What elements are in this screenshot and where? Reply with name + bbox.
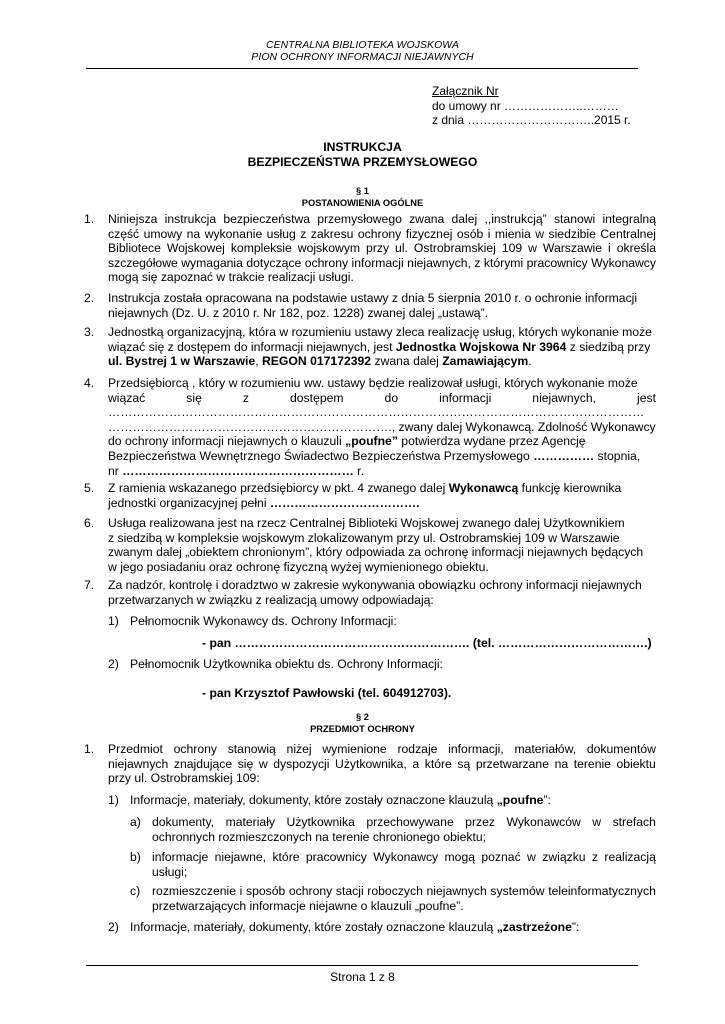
contracting-address: ul. Bystrej 1 w Warszawie [108,354,256,369]
contractor-plenipotentiary-line: - pan …………………………………………………. (tel. ……………………………….) [202,636,652,650]
text-line: przetwarzanych w związku z realizacją umowy odpowiadają: [108,592,434,607]
paragraph-number: 7. [84,578,95,592]
paragraph-number: 5. [84,481,95,495]
text-line: mogą się zapoznać w trakcie realizacji usługi. [108,270,354,285]
section-2-name: PRZEDMIOT OCHRONY [310,723,415,734]
text-line: Przedmiot ochrony stanowią niżej wymienione rodzaje informacji, materiałów, dokumentów [108,742,656,756]
header-divider [86,68,638,69]
text-line: Instrukcja została opracowana na podstawie ustawy z dnia 5 sierpnia 2010 r. o ochronie informacji [108,291,638,305]
document-title [0,140,725,169]
manager-name-blank: ………………………………. [269,495,420,510]
text-line: informacje niejawne, które pracownicy Wykonawcy mogą poznać w związku z realizacją [152,850,656,864]
contracting-unit: Jednostka Wojskowa Nr 3964 [395,339,567,354]
text-line: usługi; [152,864,188,879]
text-line: rozmieszczenie i sposób ochrony stacji roboczych niejawnych systemów teleinformatycznych [152,884,656,898]
text-line: ochronnych rozmieszczonych na terenie chronionego obiektu; [152,829,486,844]
regon-number: REGON 017172392 [262,354,372,369]
paragraph-number: 3. [84,325,95,339]
text-line: Przedsiębiorcą , który w rozumieniu ww. ustawy będzie realizował usługi, których wykonanie może [108,376,638,390]
clause-poufne: „poufne” [345,434,398,449]
contractor-term: Wykonawcą [448,481,519,495]
text-line: Informacje, materiały, dokumenty, które zostały oznaczone klauzulą „poufne”: [130,793,551,807]
section-2-heading [0,712,725,735]
text-line: Z ramienia wskazanego przedsiębiorcy w pkt. 4 zwanego dalej Wykonawcą funkcję kierownika [108,481,622,495]
text-line: część umowy na wykonanie usług z zakresu ochrony fizycznej osób i mienia w siedzibie Centralnej [108,226,656,241]
certificate-number-blank: ………………………………………………… [122,463,354,478]
annex-contract-number: do umowy nr ………………..……… [432,98,619,113]
document-page: CENTRALNA BIBLIOTEKA WOJSKOWA PION OCHRONY INFORMACJI NIEJAWNYCH Załącznik Nr do umowy nr ………………..……… z dnia …………………………..2015 r. INSTRUKCJA BEZPIECZEŃSTWA PRZEMYSŁOWEGO § 1 POSTANOWIENIA OGÓLNE 1. Niniejsza instrukcja bezpieczeństwa przemysłowego zwana dalej ,,instrukcją” stanowi integralną część umowy na wykonanie usług z zakresu ochrony fizycznej osób i mienia w siedzibie Centralnej Bibliotece Wojskowej kompleksie wojskowym przy ul. Ostrobramskiej 109 w Warszawie i określa szczegółowe wymagania dotyczące ochrony informacji niejawnych, z którymi pracownicy Wykonawcy mogą się zapoznać w trakcie realizacji usługi. 2. Instrukcja została opracowana na podstawie ustawy z dnia 5 sierpnia 2010 r. o ochronie informacji niejawnych (Dz. U. z 2010 r. Nr 182, poz. 1228) zwanej dalej „ustawą”. 3. Jednostką organizacyjną, która w rozumieniu ustawy zleca realizację usług, których wykonanie może wiązać się z dostępem do informacji niejawnych, jest Jednostka Wojskowa Nr 3964 z siedzibą przy ul. Bystrej 1 w Warszawie, REGON 017172392 zwana dalej Zamawiającym. 4. Przedsiębiorcą , który w rozumieniu ww. ustawy będzie realizował usługi, których wykonanie może wiązać się z dostępem do informacji niejawnych, jest …………………………………………………………………………………………………………………… ……………………………………………………………., zwany dalej Wykonawcą. Zdolność Wykonawcy do ochrony informacji niejawnych o klauzuli „poufne” potwierdza wydane przez Agencję Bezpieczeństwa Wewnętrznego Świadectwo Bezpieczeństwa Przemysłowego …………… stopnia, nr ………………………………………………… r. 5. Z ramienia wskazanego przedsiębiorcy w pkt. 4 zwanego dalej Wykonawcą funkcję kierownika jednostki organizacyjnej pełni ………………………………. 6. Usługa realizowana jest na rzecz Centralnej Biblioteki Wojskowej zwanego dalej Użytkownikiem z siedzibą w kompleksie wojskowym zlokalizowanym przy ul. Ostrobramskiej 109 w Warszawie zwanym dalej „obiektem chronionym”, który odpowiada za ochronę informacji niejawnych będących w jego posiadaniu oraz ochronę fizyczną wyżej wymienionego obiektu. 7. Za nadzór, kontrolę i doradztwo w zakresie wykonywania obowiązku ochrony informacji niejawnych przetwarzanych w związku z realizacją umowy odpowiadają: 1) Pełnomocnik Wykonawcy ds. Ochrony Informacji: - pan …………………………………………………. (tel. ……………………………….) 2) Pełnomocnik Użytkownika obiektu ds. Ochrony Informacji: - pan Krzysztof Pawłowski (tel. 604912703). § 2 PRZEDMIOT OCHRONY 1. Przedmiot ochrony stanowią niżej wymienione rodzaje informacji, materiałów, dokumentów niejawnych znajdujące się w dyspozycji Użytkownika, a które są przetwarzane na terenie obiektu przy ul. Ostrobramskiej 109: 1) Informacje, materiały, dokumenty, które zostały oznaczone klauzulą „poufne”: a) dokumenty, materiały Użytkownika przechowywane przez Wykonawców w strefach ochronnych rozmieszczonych na terenie chronionego obiektu; b) informacje niejawne, które pracownicy Wykonawcy mogą poznać w związku z realizacją usługi; c) rozmieszczenie i sposób ochrony stacji roboczych niejawnych systemów teleinformatycznych przetwarzających informacje niejawne o klauzuli „poufne”. 2) Informacje, materiały, dokumenty, które zostały oznaczone klauzulą „zastrzeżone”: Strona 1 z 8 [0,0,725,1024]
text-line: Niniejsza instrukcja bezpieczeństwa przemysłowego zwana dalej ,,instrukcją” stanowi integralną [108,212,656,226]
certificate-degree-blank: …………… [533,448,595,463]
text-line: Usługa realizowana jest na rzecz Centralnej Biblioteki Wojskowej zwanego dalej Użytkownikiem [108,516,625,530]
text-line: Za nadzór, kontrolę i doradztwo w zakresie wykonywania obowiązku ochrony informacji niejawnych [108,578,642,592]
paragraph-number: 4. [84,376,95,390]
contractor-name-blank: …………………………………………………………………………………………………………………… [108,405,645,420]
text-line: Informacje, materiały, dokumenty, które zostały oznaczone klauzulą „zastrzeżone”: [130,920,580,934]
text-line: dokumenty, materiały Użytkownika przechowywane przez Wykonawców w strefach [152,815,656,829]
text-line: niejawnych znajdujące się w dyspozycji Użytkownika, a które są przetwarzane na terenie obiektu [108,756,656,771]
user-plenipotentiary-line: - pan Krzysztof Pawłowski (tel. 604912703). [202,686,452,700]
clause-poufne: „poufne [496,793,544,807]
text-line: w jego posiadaniu oraz ochronę fizyczną wyżej wymienionego obiektu. [108,559,489,574]
section-1-number: § 1 [356,186,369,196]
paragraph-number: 1. [84,742,95,756]
page-number: Strona 1 z 8 [330,970,395,984]
annex-label: Załącznik Nr [432,84,499,98]
text-line: szczegółowe wymagania dotyczące ochrony informacji niejawnych, z którymi pracownicy Wykonawcy [108,255,656,270]
header-institution: CENTRALNA BIBLIOTEKA WOJSKOWA [265,40,460,51]
page-header [0,40,725,64]
text-line: ul. Bystrej 1 w Warszawie, REGON 017172392 zwana dalej Zamawiającym. [108,354,532,369]
text-line: nr ………………………………………………… r. [108,463,364,478]
text-line: Bezpieczeństwa Wewnętrznego Świadectwo Bezpieczeństwa Przemysłowego …………… stopnia, [108,448,641,463]
text-line: do ochrony informacji niejawnych o klauzuli „poufne” potwierdza wydane przez Agencję [108,434,586,449]
section-1-name: POSTANOWIENIA OGÓLNE [301,197,424,208]
text-line: przy ul. Ostrobramskiej 109: [108,771,260,786]
title-line-1: INSTRUKCJA [323,140,402,154]
text-line: Jednostką organizacyjną, która w rozumieniu ustawy zleca realizację usług, których wykonanie może [108,325,652,339]
title-line-2: BEZPIECZEŃSTWA PRZEMYSŁOWEGO [247,154,478,169]
text-line: przetwarzających informacje niejawne o klauzuli „poufne”. [152,898,464,913]
text-line: wiązać się z dostępem do informacji niejawnych, jest Jednostka Wojskowa Nr 3964 z siedzibą przy [108,339,651,354]
text-line: Bibliotece Wojskowej kompleksie wojskowym przy ul. Ostrobramskiej 109 w Warszawie i określa [108,241,656,256]
footer-divider [86,965,638,966]
text-line: niejawnych (Dz. U. z 2010 r. Nr 182, poz. 1228) zwanej dalej „ustawą”. [108,305,489,320]
paragraph-number: 2. [84,291,95,305]
text-line: z siedzibą w kompleksie wojskowym zlokalizowanym przy ul. Ostrobramskiej 109 w Warszawie [108,530,620,545]
section-1-heading [0,186,725,209]
text-line: ……………………………………………………………., zwany dalej Wykonawcą. Zdolność Wykonawcy [108,419,656,434]
text-line: Pełnomocnik Użytkownika obiektu ds. Ochrony Informacji: [130,657,443,671]
annex-contract-date: z dnia …………………………..2015 r. [432,113,631,127]
annex-block [432,84,631,128]
section-2-number: § 2 [356,712,369,722]
text-line: Pełnomocnik Wykonawcy ds. Ochrony Informacji: [130,614,397,628]
clause-zastrzezone: „zastrzeżone [496,920,572,934]
text-line: jednostki organizacyjnej pełni ………………………………. [108,495,420,510]
text-line: wiązać się z dostępem do informacji niejawnych, jest [108,390,656,405]
paragraph-number: 6. [84,516,95,530]
header-division: PION OCHRONY INFORMACJI NIEJAWNYCH [251,52,474,63]
paragraph-number: 1. [84,212,95,226]
text-line: zwanym dalej „obiektem chronionym”, który odpowiada za ochronę informacji niejawnych będących [108,545,644,560]
contracting-party-term: Zamawiającym [442,354,529,369]
